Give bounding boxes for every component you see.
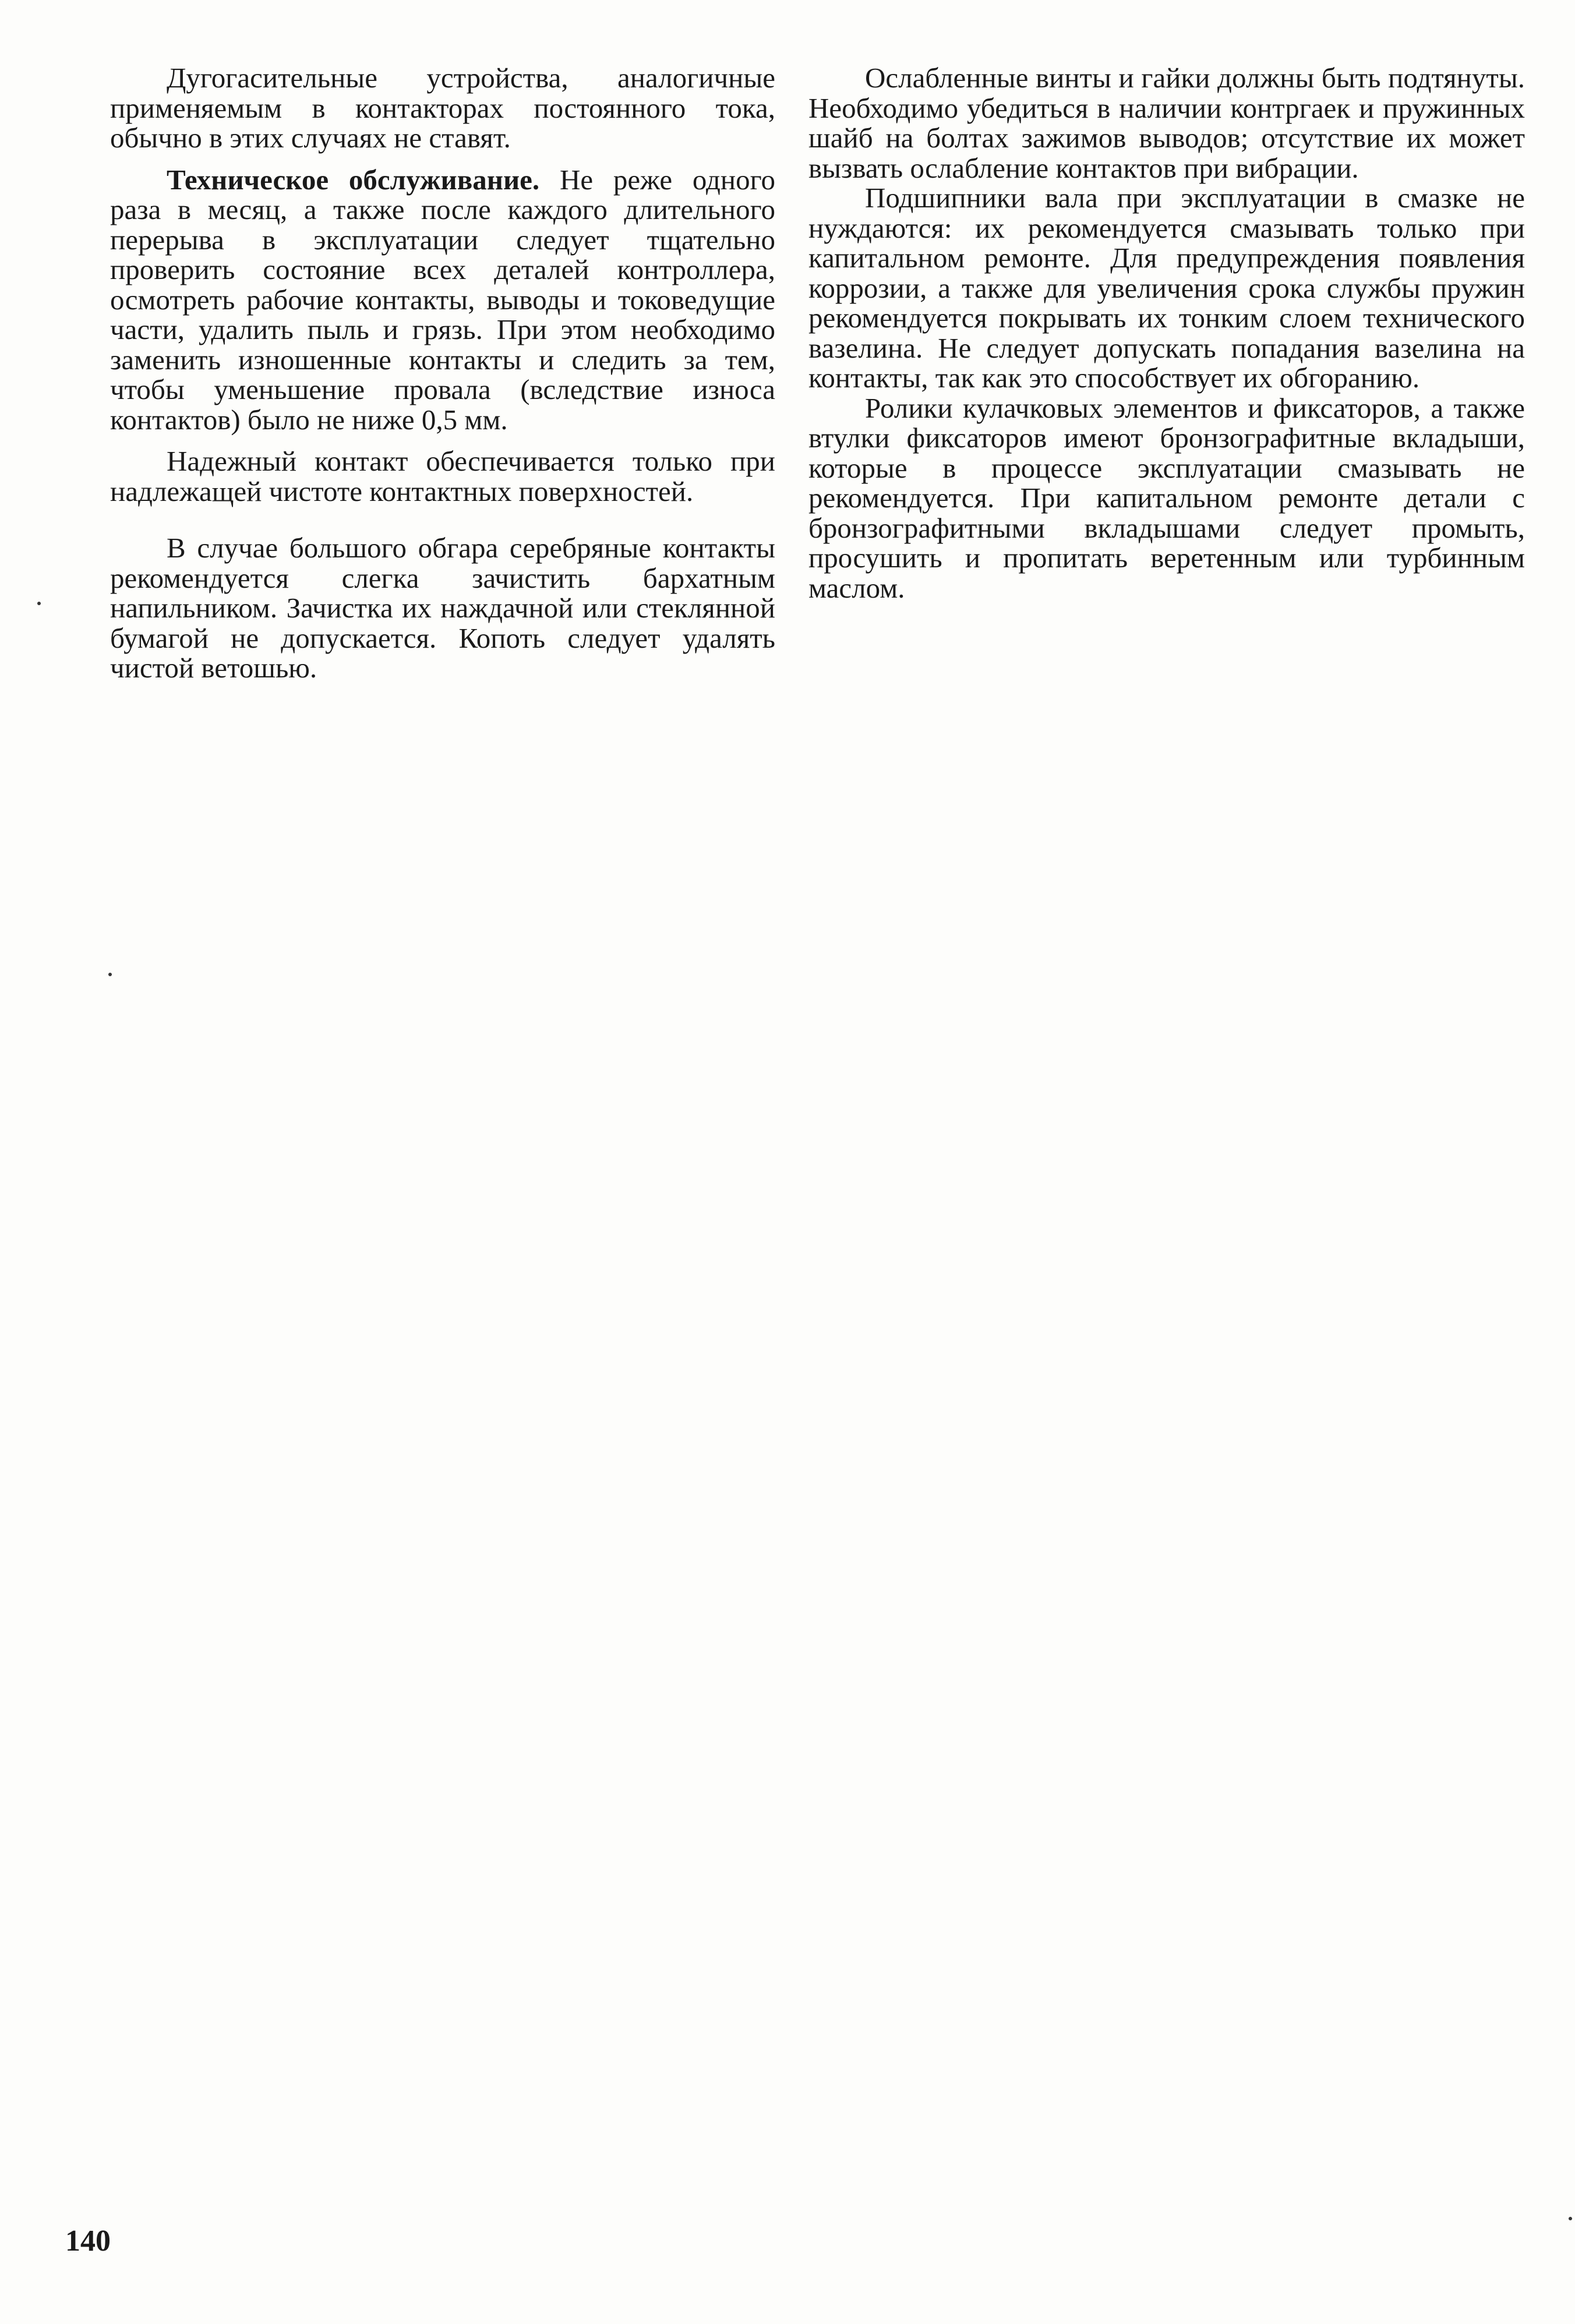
right-column (808, 63, 1525, 603)
paragraph-cam-rollers: Ролики кулачковых элементов и фиксаторов, а также втулки фиксаторов имеют бронзографитные вкладыши, которые в процессе эксплуатации смазывать не рекомендуется. При капитальном ремонте детали с бронзографитными вкладышами следует промыть, просушить и пропитать веретенным или турбинным маслом. (808, 391, 1525, 604)
page-number: 140 (65, 2224, 111, 2258)
paragraph-maintenance (110, 165, 775, 435)
paragraph-shaft-bearings: Подшипники вала при эксплуатации в смазке не нуждаются: их рекомендуется смазывать только при капитальном ремонте. Для предупреждения появления коррозии, а также для увеличения срока службы пружин рекомендуется покрывать их тонким слоем технического вазелина. Не следует допускать попадания вазелина на контакты, так как это способствует их обгоранию. (808, 182, 1525, 394)
paragraph-loose-screws: Ослабленные винты и гайки должны быть подтянуты. Необходимо убедиться в наличии контргаек и пружинных шайб на болтах зажимов выводов; отсутствие их может вызвать ослабление контактов при вибрации. (808, 62, 1525, 184)
paragraph-silver-contacts: В случае большого обгара серебряные контакты рекомендуется слегка зачистить бархатным напильником. Зачистка их наждачной или стеклянной бумагой не допускается. Копоть следует удалять чистой ветошью. (110, 532, 775, 684)
left-column (110, 63, 775, 695)
paragraph-reliable-contact: Надежный контакт обеспечивается только при надлежащей чистоте контактных поверхностей. (110, 445, 775, 507)
scan-speck (1569, 2217, 1572, 2220)
scan-speck (37, 602, 41, 605)
paragraph-maintenance-text: Не реже одного раза в месяц, а также после каждого длительного перерыва в эксплуатации следует тщательно проверить состояние всех деталей контроллера, осмотреть рабочие контакты, выводы и токоведущие части, удалить пыль и грязь. При этом необходимо заменить изношенные контакты и следить за тем, чтобы уменьшение провала (вследствие износа контактов) было не ниже 0,5 мм. (110, 163, 775, 436)
section-heading-maintenance: Техническое обслуживание. (167, 163, 540, 196)
scan-speck (108, 973, 112, 976)
paragraph-arc-suppression: Дугогасительные устройства, аналогичные применяемым в контакторах постоянного тока, обычно в этих случаях не ставят. (110, 62, 775, 154)
